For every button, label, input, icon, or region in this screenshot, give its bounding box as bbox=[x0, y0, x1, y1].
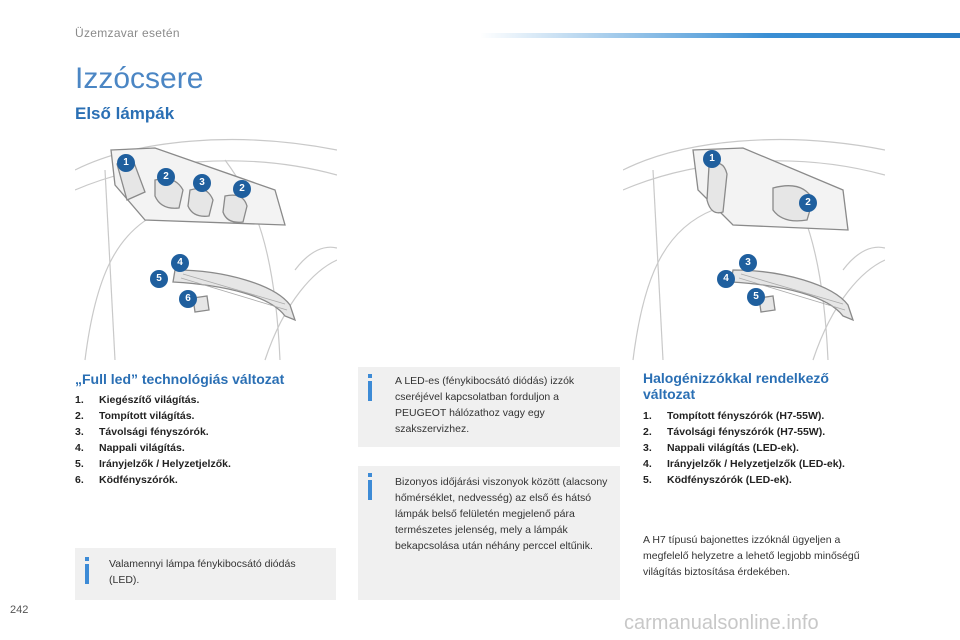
callout-3: 3 bbox=[193, 174, 211, 192]
h7-note: A H7 típusú bajonettes izzóknál ügyeljen a megfelelő helyzetre a lehető legjobb minőségű világítás biztosítása érdekében. bbox=[643, 534, 860, 578]
halogen-callout-4: 4 bbox=[717, 270, 735, 288]
list-item: 6. Ködfényszórók. bbox=[75, 474, 178, 486]
note-led-lamps bbox=[75, 548, 336, 600]
note-led-service bbox=[358, 367, 620, 447]
list-item: 4. Nappali világítás. bbox=[75, 442, 185, 454]
watermark: carmanualsonline.info bbox=[624, 612, 819, 634]
page-number: 242 bbox=[10, 604, 29, 616]
section-label: Üzemzavar esetén bbox=[75, 26, 180, 40]
info-icon bbox=[368, 480, 372, 500]
note-led-service-text: A LED-es (fénykibocsátó diódás) izzók cseréjével kapcsolatban forduljon a PEUGEOT hálózathoz vagy egy szakszervizhez. bbox=[395, 375, 575, 435]
note-condensation bbox=[358, 466, 620, 600]
halogen-list bbox=[643, 408, 903, 488]
header-accent-bar bbox=[480, 33, 960, 38]
note-led-lamps-text: Valamennyi lámpa fénykibocsátó diódás (LED). bbox=[109, 558, 296, 586]
note-condensation-text: Bizonyos időjárási viszonyok között (alacsony hőmérséklet, nedvesség) az első és hátsó lámpák belső felületén megjelenő pára természetes jelenség, mely a lámpák bekapcsolása után néhány perccel eltűnik. bbox=[395, 476, 608, 552]
list-item: 4. Irányjelzők / Helyzetjelzők (LED-ek). bbox=[643, 458, 845, 470]
halogen-title: Halogénizzókkal rendelkező változat bbox=[643, 370, 829, 402]
list-item: 2. Távolsági fényszórók (H7-55W). bbox=[643, 426, 826, 438]
halogen-callout-2: 2 bbox=[799, 194, 817, 212]
callout-4: 4 bbox=[171, 254, 189, 272]
full-led-title: „Full led” technológiás változat bbox=[75, 371, 285, 387]
full-led-headlamp-drawing bbox=[75, 130, 337, 362]
full-led-list bbox=[75, 392, 335, 488]
halogen-callout-3: 3 bbox=[739, 254, 757, 272]
page-title: Izzócsere bbox=[75, 62, 204, 95]
full-led-headlamp-illustration bbox=[75, 130, 337, 362]
list-item: 2. Tompított világítás. bbox=[75, 410, 195, 422]
callout-5: 5 bbox=[150, 270, 168, 288]
halogen-headlamp-drawing bbox=[623, 130, 885, 362]
page-subtitle: Első lámpák bbox=[75, 104, 175, 123]
halogen-callout-1: 1 bbox=[703, 150, 721, 168]
info-icon bbox=[85, 564, 89, 584]
list-item: 5. Irányjelzők / Helyzetjelzők. bbox=[75, 458, 231, 470]
list-item: 5. Ködfényszórók (LED-ek). bbox=[643, 474, 792, 486]
callout-1: 1 bbox=[117, 154, 135, 172]
callout-2b: 2 bbox=[233, 180, 251, 198]
info-icon bbox=[368, 381, 372, 401]
callout-6: 6 bbox=[179, 290, 197, 308]
list-item: 1. Tompított fényszórók (H7-55W). bbox=[643, 410, 825, 422]
callout-2: 2 bbox=[157, 168, 175, 186]
list-item: 1. Kiegészítő világítás. bbox=[75, 394, 200, 406]
list-item: 3. Távolsági fényszórók. bbox=[75, 426, 209, 438]
halogen-headlamp-illustration bbox=[623, 130, 885, 362]
list-item: 3. Nappali világítás (LED-ek). bbox=[643, 442, 799, 454]
halogen-callout-5: 5 bbox=[747, 288, 765, 306]
